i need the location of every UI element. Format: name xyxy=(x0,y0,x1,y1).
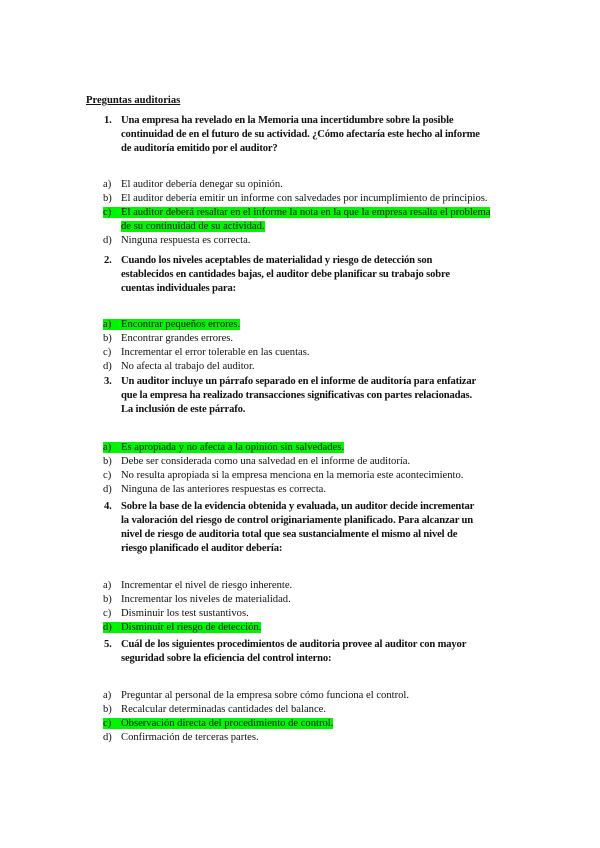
answer-option xyxy=(103,593,291,606)
question-number: 1. xyxy=(104,115,112,126)
option-text: No resulta apropiada si la empresa menciona en la memoria este acontecimiento. xyxy=(121,470,464,481)
question-text: Un auditor incluye un párrafo separado en el informe de auditoría para enfatizar xyxy=(121,376,477,387)
option-content xyxy=(103,484,326,495)
option-letter: b) xyxy=(103,193,112,204)
option-text: Es apropiada y no afecta a la opinión sin salvedades. xyxy=(121,442,344,453)
option-letter: a) xyxy=(103,319,112,330)
option-letter: d) xyxy=(103,484,112,495)
answer-option-correct xyxy=(103,318,240,331)
option-text: Disminuir el riesgo de detección. xyxy=(121,622,262,633)
question-text: la valoración del riesgo de control originariamente planificado. Para alcanzar un xyxy=(121,515,474,526)
answer-option xyxy=(103,346,310,359)
option-content xyxy=(103,442,344,453)
answer-option xyxy=(103,332,233,345)
option-text: Observación directa del procedimiento de control. xyxy=(121,718,334,729)
answer-option xyxy=(103,192,488,205)
option-content xyxy=(103,193,488,204)
question-number: 2. xyxy=(104,255,112,266)
question-text: La inclusión de este párrafo. xyxy=(121,404,246,415)
option-text: Encontrar grandes errores. xyxy=(121,333,234,344)
question-text: continuidad de en el futuro de su actividad. ¿Cómo afectaría este hecho al informe xyxy=(121,129,480,140)
option-text: Recalcular determinadas cantidades del balance. xyxy=(121,704,327,715)
option-letter: a) xyxy=(103,442,112,453)
option-letter: d) xyxy=(103,361,112,372)
option-text: Debe ser considerada como una salvedad en el informe de auditoría. xyxy=(121,456,411,467)
option-text: Confirmación de terceras partes. xyxy=(121,732,259,743)
question-number: 4. xyxy=(104,501,112,512)
option-text: Encontrar pequeños errores. xyxy=(121,319,241,330)
question-text: que la empresa ha realizado transacciones significativas con partes relacionadas. xyxy=(121,390,472,401)
answer-option-correct xyxy=(103,220,265,233)
option-letter: a) xyxy=(103,179,112,190)
answer-option xyxy=(103,455,410,468)
answer-option-correct xyxy=(103,717,333,730)
answer-option xyxy=(103,607,249,620)
option-content xyxy=(103,347,310,358)
question-text: de auditoría emitido por el auditor? xyxy=(121,143,278,154)
option-text: Ninguna de las anteriores respuestas es correcta. xyxy=(121,484,327,495)
option-letter: c) xyxy=(103,608,112,619)
option-letter: b) xyxy=(103,456,112,467)
option-text: Incrementar los niveles de materialidad. xyxy=(121,594,291,605)
answer-option-correct xyxy=(103,621,261,634)
question-text: Sobre la base de la evidencia obtenida y evaluada, un auditor decide incrementar xyxy=(121,501,475,512)
option-content xyxy=(103,608,249,619)
option-letter: d) xyxy=(103,622,112,633)
option-letter: b) xyxy=(103,594,112,605)
question-text: riesgo planificado el auditor debería: xyxy=(121,543,283,554)
option-text: de su continuidad de su actividad. xyxy=(121,221,265,232)
option-content xyxy=(103,319,240,330)
option-letter: b) xyxy=(103,333,112,344)
answer-option xyxy=(103,731,259,744)
question-number: 3. xyxy=(104,376,112,387)
option-letter: d) xyxy=(103,235,112,246)
answer-option xyxy=(103,234,250,247)
option-content xyxy=(103,718,333,729)
document-title: Preguntas auditorias xyxy=(86,95,181,106)
option-text: El auditor debería denegar su opinión. xyxy=(121,179,283,190)
question-number: 5. xyxy=(104,639,112,650)
option-content xyxy=(103,594,291,605)
option-text: El auditor deberá resaltar en el informe la nota en la que la empresa resalta el problema xyxy=(121,207,491,218)
option-text: No afecta al trabajo del auditor. xyxy=(121,361,255,372)
option-content xyxy=(103,456,410,467)
option-text: Preguntar al personal de la empresa sobre cómo funciona el control. xyxy=(121,690,409,701)
option-content xyxy=(103,361,255,372)
option-letter: a) xyxy=(103,690,112,701)
option-content xyxy=(103,732,259,743)
option-content xyxy=(103,235,250,246)
option-content xyxy=(103,207,490,218)
question-text: nivel de riesgo de auditoria total que sea sustancialmente el mismo al nivel de xyxy=(121,529,458,540)
option-content xyxy=(103,690,409,701)
answer-option xyxy=(103,469,463,482)
option-content xyxy=(103,704,326,715)
answer-option xyxy=(103,703,326,716)
answer-option xyxy=(103,178,283,191)
option-text: Disminuir los test sustantivos. xyxy=(121,608,249,619)
option-content xyxy=(103,622,261,633)
option-letter: c) xyxy=(103,347,112,358)
answer-option xyxy=(103,579,292,592)
option-letter: a) xyxy=(103,580,112,591)
option-text: El auditor debería emitir un informe con salvedades por incumplimiento de principios. xyxy=(121,193,488,204)
question-text: establecidos en cantidades bajas, el auditor debe planificar su trabajo sobre xyxy=(121,269,450,280)
option-text: Incrementar el error tolerable en las cuentas. xyxy=(121,347,310,358)
option-letter: b) xyxy=(103,704,112,715)
question-text: Cuando los niveles aceptables de materialidad y riesgo de detección son xyxy=(121,255,433,266)
option-letter: c) xyxy=(103,207,112,218)
option-content xyxy=(103,470,463,481)
option-content xyxy=(103,580,292,591)
answer-option xyxy=(103,483,326,496)
option-letter: d) xyxy=(103,732,112,743)
answer-option-correct xyxy=(103,441,344,454)
option-content xyxy=(103,333,233,344)
option-text: Incrementar el nivel de riesgo inherente. xyxy=(121,580,293,591)
option-content xyxy=(103,179,283,190)
question-text: Cuál de los siguientes procedimientos de auditoria provee al auditor con mayor xyxy=(121,639,467,650)
option-text: Ninguna respuesta es correcta. xyxy=(121,235,251,246)
question-text: seguridad sobre la eficiencia del control interno: xyxy=(121,653,332,664)
question-text: cuentas individuales para: xyxy=(121,283,237,294)
option-content xyxy=(121,221,265,232)
question-text: Una empresa ha revelado en la Memoria una incertidumbre sobre la posible xyxy=(121,115,454,126)
answer-option-correct xyxy=(103,206,490,219)
answer-option xyxy=(103,360,255,373)
option-letter: c) xyxy=(103,470,112,481)
option-letter: c) xyxy=(103,718,112,729)
answer-option xyxy=(103,689,409,702)
